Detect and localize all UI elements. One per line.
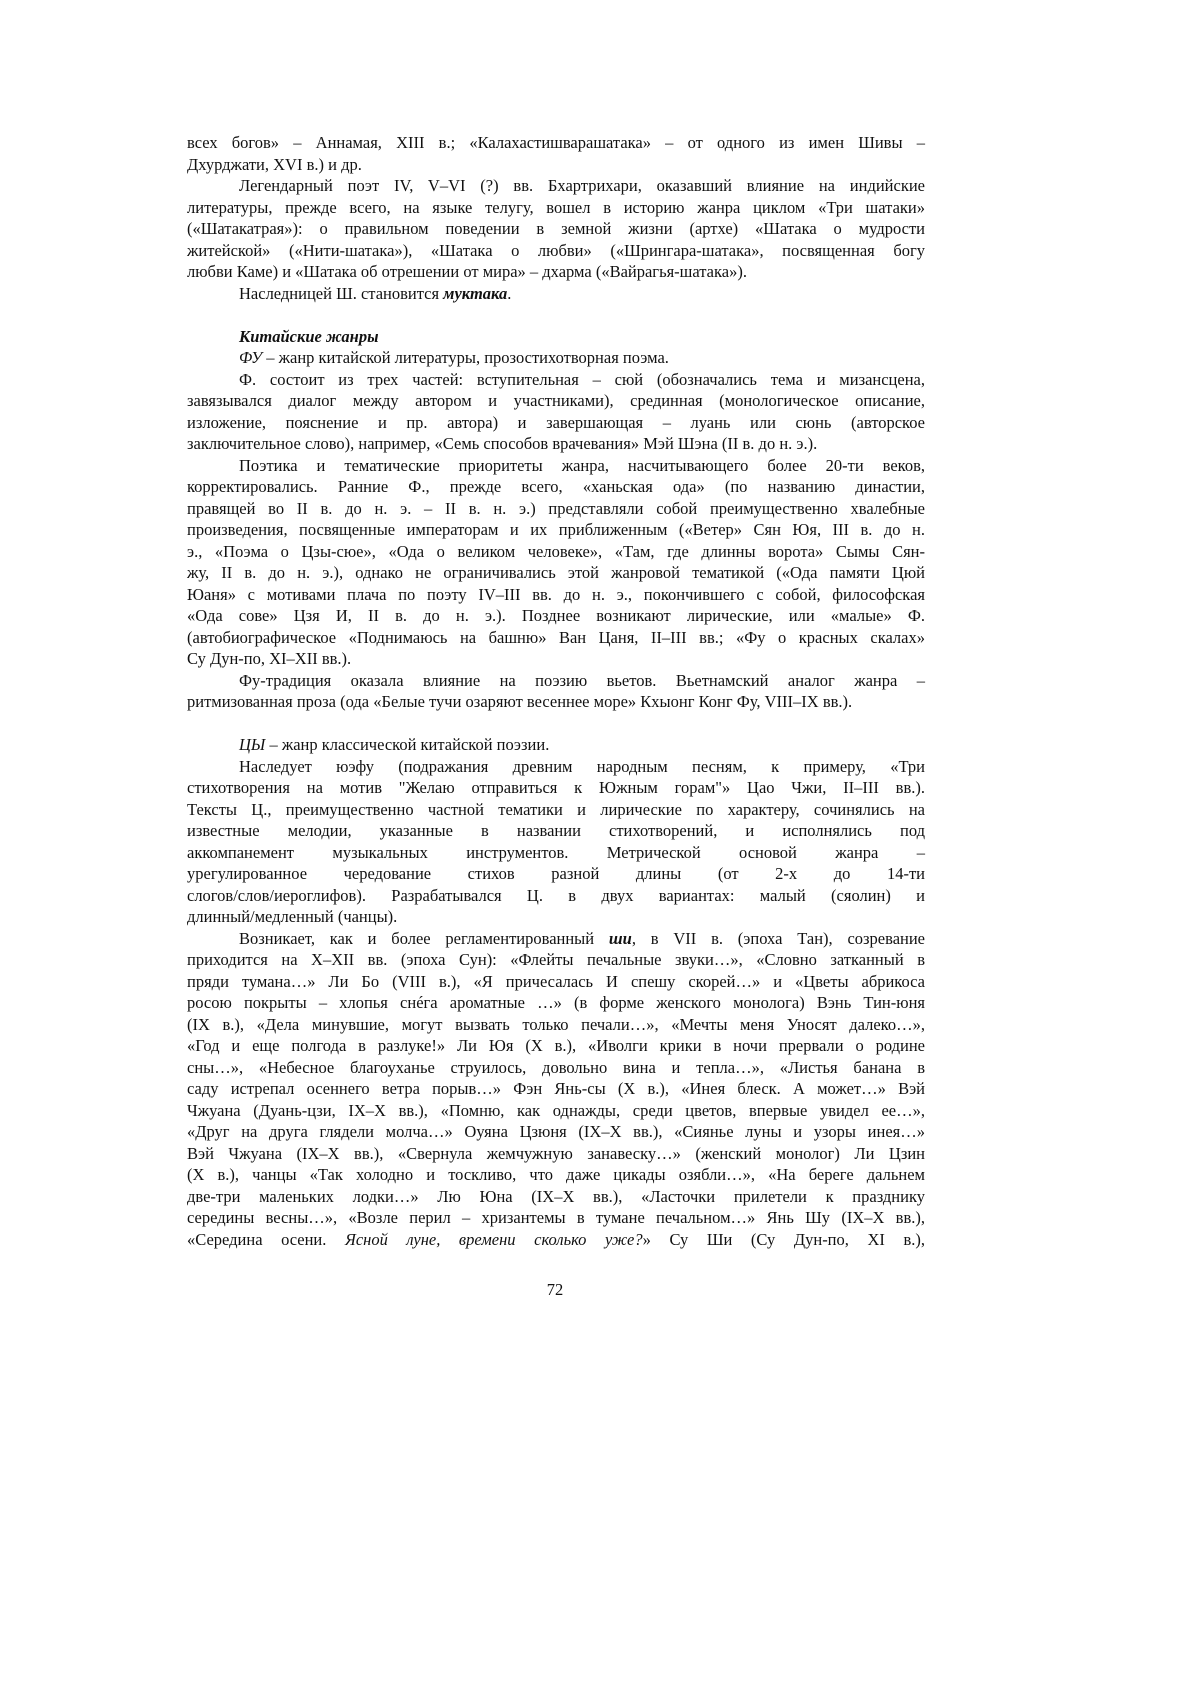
text-run: известные мелодии, указанные в названии стихотворений, и исполнялись под [187,821,925,840]
text-line [187,1229,925,1251]
text-run: (IX в.), «Дела минувшие, могут вызвать только печали…», «Мечты меня Уносят далеко…», [187,1015,925,1034]
text-line [187,519,925,541]
text-run: приходится на X–XII вв. (эпоха Сун): «Флейты печальные звуки…», «Словно затканный в [187,950,925,969]
text-run: Тексты Ц., преимущественно частной тематики и лирические по характеру, сочинялись на [187,800,925,819]
text-run: стихотворения на мотив "Желаю отправиться к Южным горам"» Цао Чжи, II–III вв.). [187,778,925,797]
text-line [187,820,925,842]
emphasis-term: Китайские жанры [239,327,379,346]
text-run: – жанр китайской литературы, прозостихотворная поэма. [262,348,669,367]
text-run: Наследует юэфу (подражания древним народным песням, к примеру, «Три [239,757,925,776]
text-run: длинный/медленный (чанцы). [187,907,397,926]
text-line [187,1121,925,1143]
text-run: Легендарный поэт IV, V–VI (?) вв. Бхартрихари, оказавший влияние на индийские [239,176,925,195]
text-run: корректировались. Ранние Ф., прежде всего, «ханьская ода» (по названию династии, [187,477,925,496]
paragraph [187,283,925,305]
text-run: Наследницей Ш. становится [239,284,443,303]
text-line [187,584,925,606]
text-line [187,369,925,391]
paragraph [187,928,925,1251]
text-line [187,1100,925,1122]
text-run: («Шатакатрая»): о правильном поведении в земной жизни (артхе) «Шатака о мудрости [187,219,925,238]
text-run: – жанр классической китайской поэзии. [265,735,549,754]
text-line [187,1186,925,1208]
text-line [187,1207,925,1229]
paragraph [187,670,925,713]
text-line [187,863,925,885]
text-run: росою покрыты – хлопья снéга ароматные …» (в форме женского монолога) Вэнь Тин-юня [187,993,925,1012]
text-line [187,433,925,455]
section [187,132,925,304]
text-line [187,132,925,154]
text-line [187,283,925,305]
text-line [187,347,925,369]
text-line [187,777,925,799]
text-line [187,476,925,498]
paragraph [187,326,925,348]
text-line [187,1057,925,1079]
paragraph [187,132,925,175]
text-run: Дхурджати, XVI в.) и др. [187,155,362,174]
text-run: слогов/слов/иероглифов). Разрабатывался Ц. в двух вариантах: малый (сяолин) и [187,886,925,905]
text-line [187,218,925,240]
text-run: сны…», «Небесное благоуханье струилось, довольно вина и тепла…», «Листья банана в [187,1058,925,1077]
text-line [187,1035,925,1057]
text-line [187,240,925,262]
text-run: середины весны…», «Возле перил – хризантемы в тумане печальном…» Янь Шу (IX–X вв.), [187,1208,925,1227]
text-line [187,906,925,928]
text-run: , в VII в. (эпоха Тан), созревание [632,929,925,948]
text-line [187,670,925,692]
text-run: любви Каме) и «Шатака об отрешении от мира» – дхарма («Вайрагья-шатака»). [187,262,747,281]
paragraph [187,734,925,756]
paragraph [187,369,925,455]
text-line [187,390,925,412]
emphasis-term: муктака [443,284,507,303]
text-line [187,412,925,434]
text-run: «Ода сове» Цзя И, II в. до н. э.). Позднее возникают лирические, или «малые» Ф. [187,606,925,625]
paragraph [187,175,925,283]
text-run: Фу-традиция оказала влияние на поэзию вьетов. Вьетнамский аналог жанра – [239,671,925,690]
text-run: произведения, посвященные императорам и их приближенным («Ветер» Сян Юя, III в. до н. [187,520,925,539]
text-line [187,562,925,584]
text-line [187,842,925,864]
text-run: изложение, пояснение и пр. автора) и завершающая – луань или сюнь (авторское [187,413,925,432]
text-line [187,541,925,563]
text-run: Поэтика и тематические приоритеты жанра, насчитывающего более 20-ти веков, [239,456,925,475]
text-run: всех богов» – Аннамая, XIII в.; «Калахастишварашатака» – от одного из имен Шивы – [187,133,925,152]
text-run: жу, II в. до н. э.), однако не ограничивались этой жанровой тематикой («Ода памяти Цюй [187,563,925,582]
section [187,734,925,1250]
text-line [187,992,925,1014]
text-line [187,605,925,627]
text-line [187,1078,925,1100]
text-run: Возникает, как и более регламентированный [239,929,609,948]
page-number: 72 [0,1280,1110,1300]
text-line [187,885,925,907]
paragraph [187,455,925,670]
text-run: Ф. состоит из трех частей: вступительная – сюй (обозначались тема и мизансцена, [239,370,925,389]
text-run: саду истрепал осеннего ветра порыв…» Фэн Янь-сы (X в.), «Инея блеск. А может…» Вэй [187,1079,925,1098]
text-line [187,949,925,971]
text-run: . [507,284,511,303]
text-run: урегулированное чередование стихов разной длины (от 2-х до 14-ти [187,864,925,883]
text-line [187,326,925,348]
paragraph [187,756,925,928]
text-run: заключительное слово), например, «Семь способов врачевания» Мэй Шэна (II в. до н. э.). [187,434,817,453]
text-run: «Год и еще полгода в разлуке!» Ли Юя (X в.), «Иволги крики в ночи прервали о родине [187,1036,925,1055]
text-line [187,498,925,520]
text-line [187,734,925,756]
italic-text: ФУ [239,348,262,367]
text-line [187,799,925,821]
document-body [187,132,925,1250]
text-run: (X в.), чанцы «Так холодно и тоскливо, что даже цикады озябли…», «На береге дальнем [187,1165,925,1184]
text-run: Чжуана (Дуань-цзи, IX–X вв.), «Помню, как однажды, среди цветов, впервые увидел ее…», [187,1101,925,1120]
text-run: «Друг на друга глядели молча…» Оуяна Цзюня (IX–X вв.), «Сиянье луны и узоры инея…» [187,1122,925,1141]
emphasis-term: ши [609,929,632,948]
text-run: э., «Поэма о Цзы-сюе», «Ода о великом человеке», «Там, где длинны ворота» Сымы Сян- [187,542,925,561]
text-line [187,154,925,176]
text-line [187,971,925,993]
text-line [187,928,925,950]
text-run: Юаня» с мотивами плача по поэту IV–III вв. до н. э., покончившего с собой, философская [187,585,925,604]
section [187,326,925,713]
text-line [187,175,925,197]
italic-text: Ясной луне, времени сколько уже? [345,1230,643,1249]
text-run: Вэй Чжуана (IX–X вв.), «Свернула жемчужную занавеску…» (женский монолог) Ли Цзин [187,1144,925,1163]
text-line [187,1164,925,1186]
text-line [187,648,925,670]
text-line [187,1014,925,1036]
text-run: пряди тумана…» Ли Бо (VIII в.), «Я причесалась И спешу скорей…» и «Цветы абрикоса [187,972,925,991]
text-run: (автобиографическое «Поднимаюсь на башню» Ван Цаня, II–III вв.; «Фу о красных скалах» [187,628,925,647]
text-run: житейской» («Нити-шатака»), «Шатака о любви» («Шрингара-шатака», посвященная богу [187,241,925,260]
text-run: литературы, прежде всего, на языке телугу, вошел в историю жанра циклом «Три шатаки» [187,198,925,217]
text-line [187,1143,925,1165]
text-run: » Су Ши (Су Дун-по, XI в.), [643,1230,925,1249]
text-run: правящей во II в. до н. э. – II в. н. э.) представляли собой преимущественно хвалебные [187,499,925,518]
text-line [187,197,925,219]
text-line [187,627,925,649]
text-run: завязывался диалог между автором и участниками), срединная (монологическое описание, [187,391,925,410]
text-line [187,756,925,778]
text-run: ритмизованная проза (ода «Белые тучи озаряют весеннее море» Кхыонг Конг Фу, VIII–IX вв.). [187,692,852,711]
text-run: аккомпанемент музыкальных инструментов. Метрической основой жанра – [187,843,925,862]
text-line [187,261,925,283]
paragraph [187,347,925,369]
text-line [187,691,925,713]
text-run: две-три маленьких лодки…» Лю Юна (IX–X вв.), «Ласточки прилетели к празднику [187,1187,925,1206]
text-line [187,455,925,477]
text-run: Су Дун-по, XI–XII вв.). [187,649,351,668]
italic-text: ЦЫ [239,735,265,754]
text-run: «Середина осени. [187,1230,345,1249]
